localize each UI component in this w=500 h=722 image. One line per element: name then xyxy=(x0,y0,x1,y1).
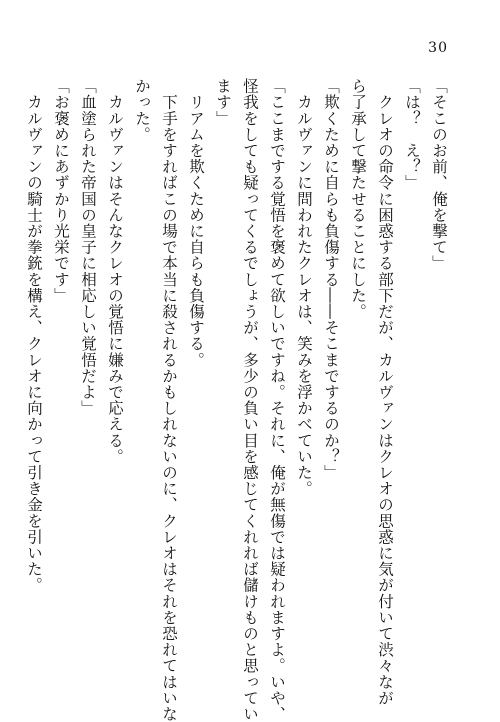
text-line: 「ここまでする覚悟を褒めて欲しいですね。それに、俺が無傷では疑われますよ。いや、 xyxy=(268,78,286,722)
text-line: ら了承して撃たせることにした。 xyxy=(349,78,367,320)
text-line: リアムを欺くために自らも負傷する。 xyxy=(187,78,205,368)
text-line: 下手をすればこの場で本当に殺されるかもしれないのに、クレオはそれを恐れてはいな xyxy=(160,78,178,722)
text-line: ます」 xyxy=(214,78,232,127)
text-line: 「お褒めにあずかり光栄です」 xyxy=(52,78,70,304)
novel-text xyxy=(0,78,452,722)
text-line: カルヴァンはそんなクレオの覚悟に嫌みで応える。 xyxy=(106,78,124,465)
text-line: 「そこのお前、俺を撃て」 xyxy=(430,78,448,272)
text-line: 「欺くために自らも負傷する――そこまでするのか？」 xyxy=(322,78,340,481)
text-line: クレオの命令に困惑する部下だが、カルヴァンはクレオの思惑に気が付いて渋々なが xyxy=(376,78,394,706)
blank-line xyxy=(0,78,20,668)
text-line: カルヴァンの騎士が拳銃を構え、クレオに向かって引き金を引いた。 xyxy=(25,78,43,594)
text-line: 怪我をしても疑ってくるでしょうが、多少の負い目を感じてくれれば儲けものと思ってい xyxy=(241,78,259,722)
text-line: 「血塗られた帝国の皇子に相応しい覚悟だよ」 xyxy=(79,78,97,417)
page-number: 30 xyxy=(428,40,448,56)
text-line: 「は？ え？」 xyxy=(403,78,421,191)
text-line: かった。 xyxy=(133,78,151,143)
text-line: カルヴァンに問われたクレオは、笑みを浮かべていた。 xyxy=(295,78,313,497)
